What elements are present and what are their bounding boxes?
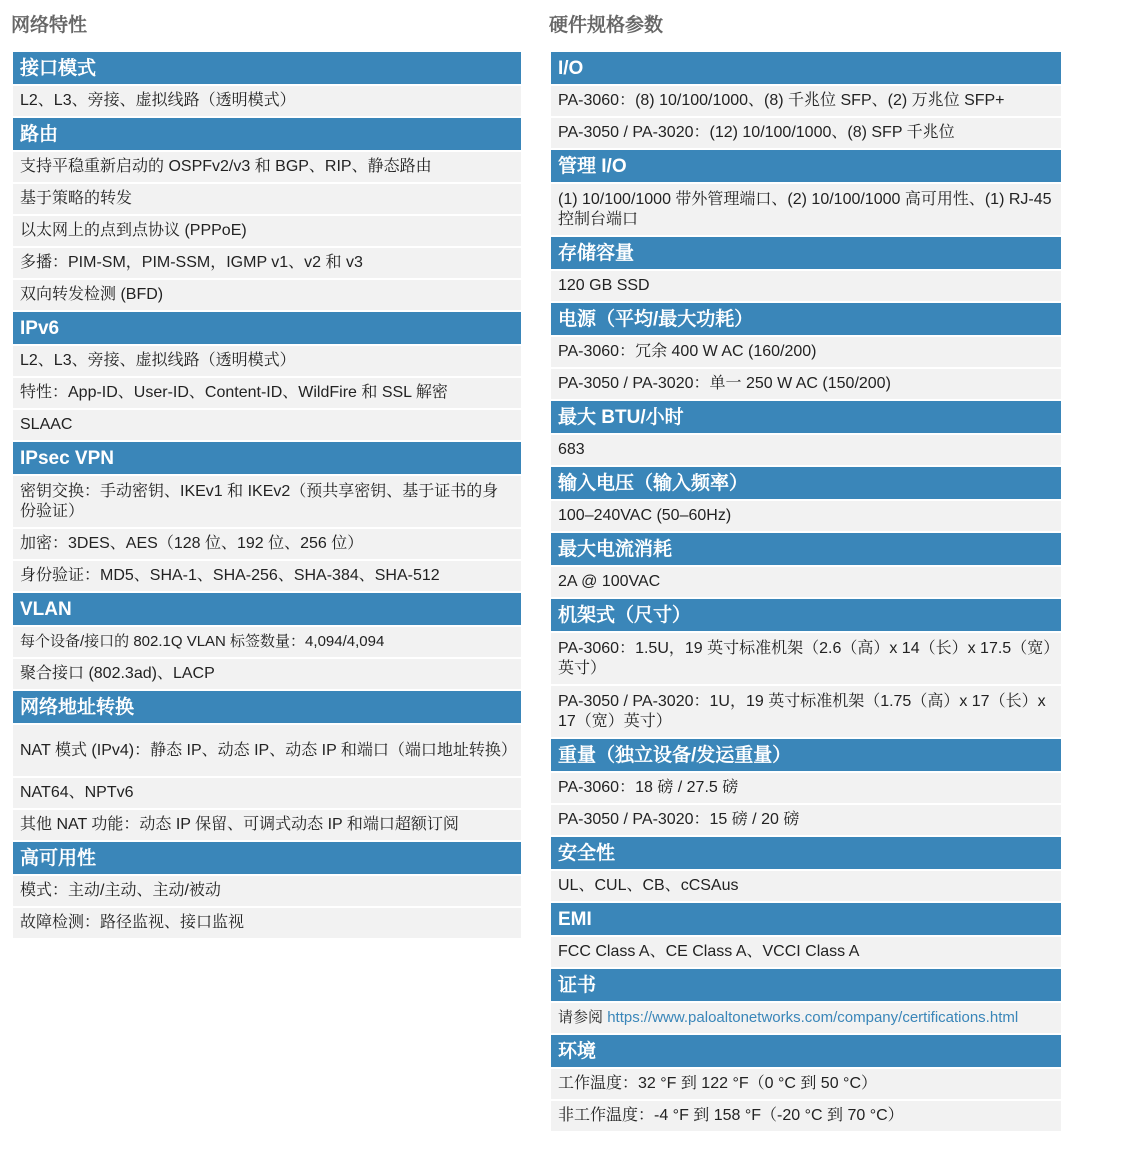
spec-row: 密钥交换：手动密钥、IKEv1 和 IKEv2（预共享密钥、基于证书的身份验证） [13, 476, 521, 527]
certifications-link[interactable]: https://www.paloaltonetworks.com/company/certifications.html [607, 1009, 1019, 1026]
spec-row: L2、L3、旁接、虚拟线路（透明模式） [13, 86, 521, 116]
section-header-input-voltage: 输入电压（输入频率） [551, 467, 1061, 499]
section-header-high-availability: 高可用性 [13, 842, 521, 874]
spec-row: PA-3060：冗余 400 W AC (160/200) [551, 337, 1061, 367]
spec-row: 身份验证：MD5、SHA-1、SHA-256、SHA-384、SHA-512 [13, 561, 521, 591]
hardware-specs-column [551, 0, 1061, 1133]
spec-row: 以太网上的点到点协议 (PPPoE) [13, 216, 521, 246]
spec-row: 683 [551, 435, 1061, 465]
spec-row: SLAAC [13, 410, 521, 440]
section-header-rack-mount: 机架式（尺寸） [551, 599, 1061, 631]
spec-row: PA-3050 / PA-3020：15 磅 / 20 磅 [551, 805, 1061, 835]
spec-row: 多播：PIM-SM，PIM-SSM，IGMP v1、v2 和 v3 [13, 248, 521, 278]
section-header-ipv6: IPv6 [13, 312, 521, 344]
section-header-weight: 重量（独立设备/发运重量） [551, 739, 1061, 771]
spec-row: PA-3050 / PA-3020：单一 250 W AC (150/200) [551, 369, 1061, 399]
section-header-certifications: 证书 [551, 969, 1061, 1001]
spec-row: UL、CUL、CB、cCSAus [551, 871, 1061, 901]
network-features-title: 网络特性 [11, 15, 88, 36]
section-header-io: I/O [551, 52, 1061, 84]
cert-prefix: 请参阅 [558, 1009, 604, 1026]
spec-row: 2A @ 100VAC [551, 567, 1061, 597]
spec-row: (1) 10/100/1000 带外管理端口、(2) 10/100/1000 高可用性、(1) RJ-45 控制台端口 [551, 184, 1061, 235]
section-header-environment: 环境 [551, 1035, 1061, 1067]
spec-row: NAT64、NPTv6 [13, 778, 521, 808]
spec-row: 其他 NAT 功能：动态 IP 保留、可调式动态 IP 和端口超额订阅 [13, 810, 521, 840]
hardware-specs-title: 硬件规格参数 [549, 15, 664, 36]
section-header-max-current: 最大电流消耗 [551, 533, 1061, 565]
spec-row: NAT 模式 (IPv4)：静态 IP、动态 IP、动态 IP 和端口（端口地址转换） [13, 725, 521, 776]
network-features-column [13, 0, 521, 940]
spec-row: L2、L3、旁接、虚拟线路（透明模式） [13, 346, 521, 376]
section-header-safety: 安全性 [551, 837, 1061, 869]
section-header-max-btu: 最大 BTU/小时 [551, 401, 1061, 433]
spec-row: 故障检测：路径监视、接口监视 [13, 908, 521, 938]
spec-row: 非工作温度：-4 °F 到 158 °F（-20 °C 到 70 °C） [551, 1101, 1061, 1131]
section-header-emi: EMI [551, 903, 1061, 935]
section-header-storage: 存储容量 [551, 237, 1061, 269]
spec-row: 每个设备/接口的 802.1Q VLAN 标签数量：4,094/4,094 [13, 627, 521, 657]
spec-row: 聚合接口 (802.3ad)、LACP [13, 659, 521, 689]
spec-row [551, 1003, 1061, 1033]
spec-row: 模式：主动/主动、主动/被动 [13, 876, 521, 906]
spec-row: 特性：App-ID、User-ID、Content-ID、WildFire 和 SSL 解密 [13, 378, 521, 408]
section-header-ipsec-vpn: IPsec VPN [13, 442, 521, 474]
spec-row: PA-3060：1.5U，19 英寸标准机架（2.6（高）x 14（长）x 17.5（宽）英寸） [551, 633, 1061, 684]
section-header-management-io: 管理 I/O [551, 150, 1061, 182]
spec-row: 加密：3DES、AES（128 位、192 位、256 位） [13, 529, 521, 559]
section-header-interface-mode: 接口模式 [13, 52, 521, 84]
spec-row: PA-3050 / PA-3020：1U，19 英寸标准机架（1.75（高）x 17（长）x 17（宽）英寸） [551, 686, 1061, 737]
section-header-routing: 路由 [13, 118, 521, 150]
spec-row: PA-3050 / PA-3020：(12) 10/100/1000、(8) SFP 千兆位 [551, 118, 1061, 148]
section-header-power: 电源（平均/最大功耗） [551, 303, 1061, 335]
spec-row: FCC Class A、CE Class A、VCCI Class A [551, 937, 1061, 967]
section-header-vlan: VLAN [13, 593, 521, 625]
spec-row: PA-3060：18 磅 / 27.5 磅 [551, 773, 1061, 803]
spec-row: 120 GB SSD [551, 271, 1061, 301]
spec-row: 基于策略的转发 [13, 184, 521, 214]
section-header-nat: 网络地址转换 [13, 691, 521, 723]
spec-row: 100–240VAC (50–60Hz) [551, 501, 1061, 531]
spec-row: 双向转发检测 (BFD) [13, 280, 521, 310]
spec-row: 工作温度：32 °F 到 122 °F（0 °C 到 50 °C） [551, 1069, 1061, 1099]
spec-row: 支持平稳重新启动的 OSPFv2/v3 和 BGP、RIP、静态路由 [13, 152, 521, 182]
spec-row: PA-3060：(8) 10/100/1000、(8) 千兆位 SFP、(2) 万兆位 SFP+ [551, 86, 1061, 116]
